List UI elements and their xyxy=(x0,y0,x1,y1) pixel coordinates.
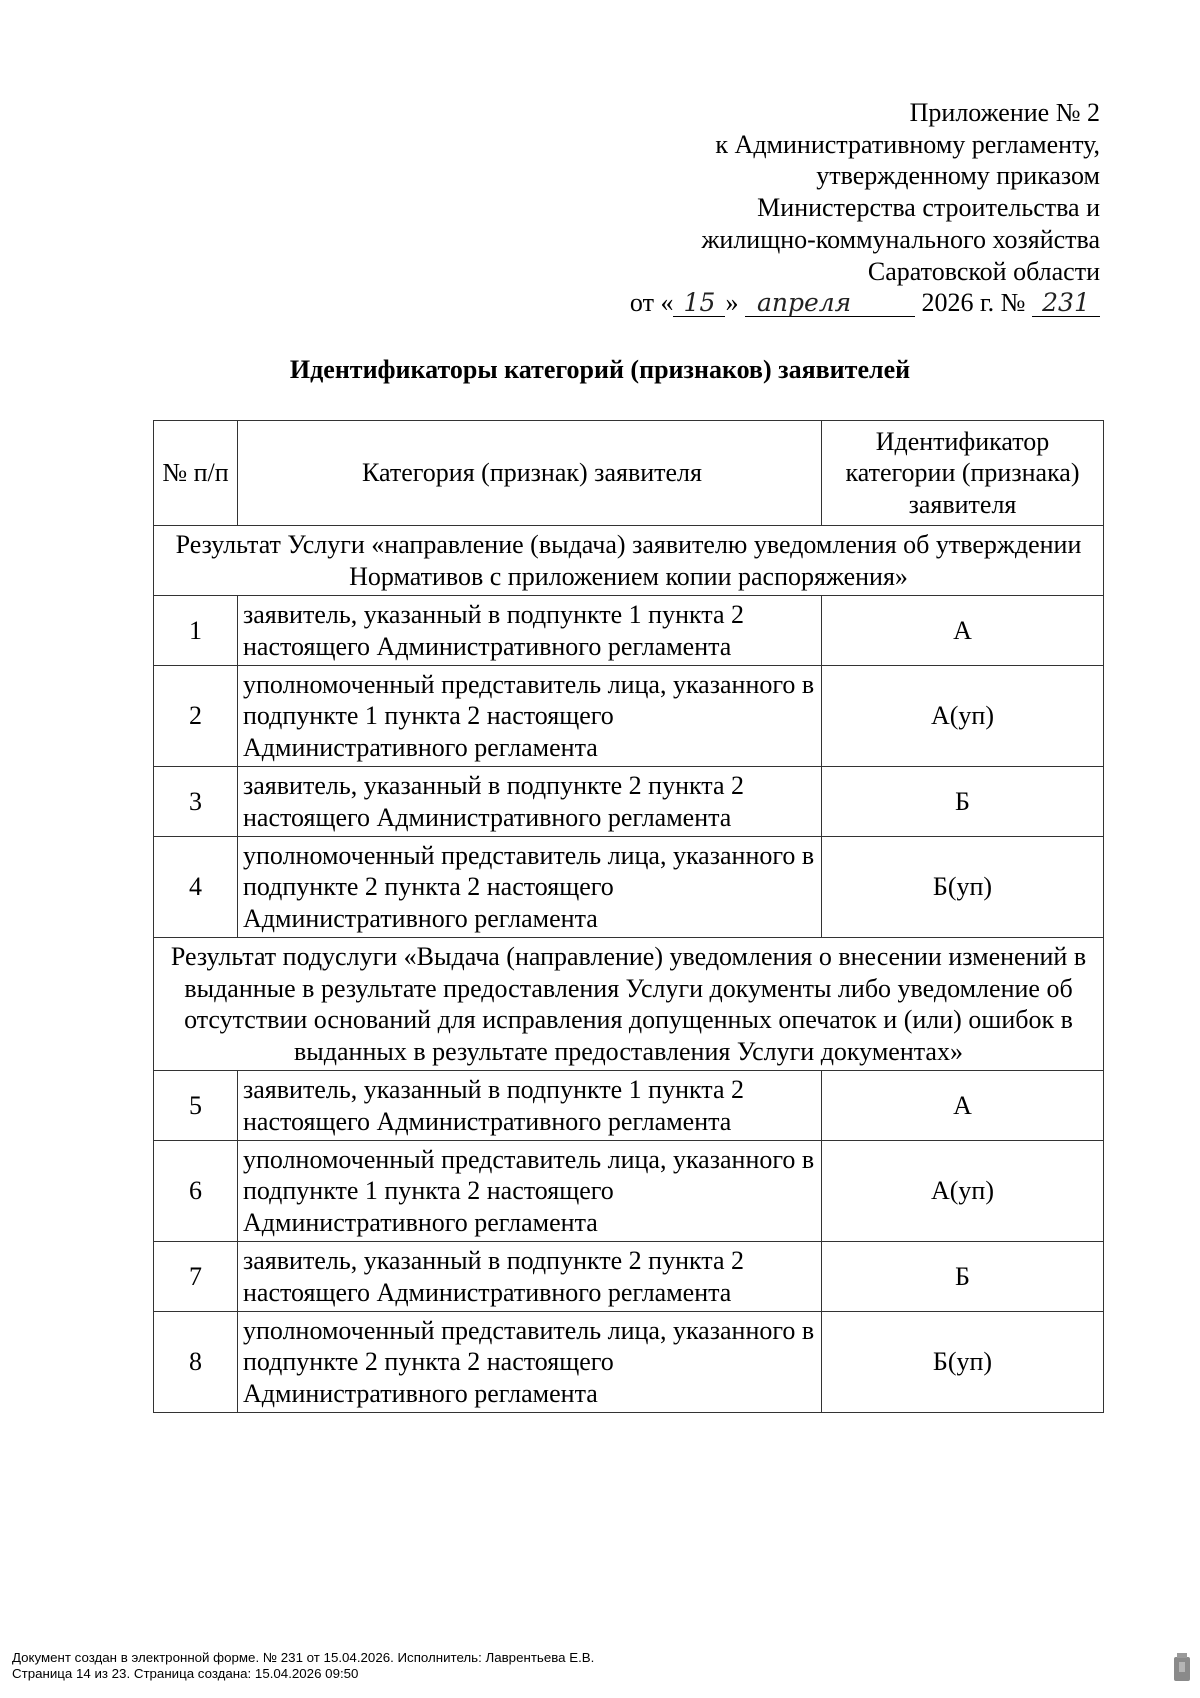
row-identifier: А xyxy=(822,1071,1104,1141)
header-line-appendix: Приложение № 2 xyxy=(909,98,1100,127)
header-line-regulation: к Административному регламенту, xyxy=(715,129,1100,159)
table-row xyxy=(154,1242,1104,1312)
row-num: 3 xyxy=(154,767,238,837)
row-num: 4 xyxy=(154,837,238,938)
row-num: 7 xyxy=(154,1242,238,1312)
row-category: уполномоченный представитель лица, указанного в подпункте 1 пункта 2 настоящего Административного регламента xyxy=(238,1141,822,1242)
coat-of-arms-icon xyxy=(1173,1652,1191,1682)
table-row xyxy=(154,837,1104,938)
row-category: уполномоченный представитель лица, указанного в подпункте 1 пункта 2 настоящего Административного регламента xyxy=(238,666,822,767)
table-row xyxy=(154,1071,1104,1141)
table-row xyxy=(154,1141,1104,1242)
doc-number-handwritten: 231 xyxy=(1032,290,1100,317)
header-identifier: Идентификатор категории (признака) заявителя xyxy=(822,421,1104,526)
row-identifier: Б xyxy=(822,767,1104,837)
footer-line-doc-info: Документ создан в электронной форме. № 231 от 15.04.2026. Исполнитель: Лаврентьева Е.В. xyxy=(12,1650,595,1665)
row-identifier: А xyxy=(822,596,1104,666)
table-header-row xyxy=(154,421,1104,526)
electronic-document-footer xyxy=(12,1650,594,1682)
row-num: 5 xyxy=(154,1071,238,1141)
header-date-line xyxy=(400,287,1100,319)
appendix-header xyxy=(400,97,1100,319)
row-identifier: Б xyxy=(822,1242,1104,1312)
row-num: 6 xyxy=(154,1141,238,1242)
row-category: уполномоченный представитель лица, указанного в подпункте 2 пункта 2 настоящего Административного регламента xyxy=(238,1312,822,1413)
date-prefix: от « xyxy=(629,288,674,318)
date-mid: » xyxy=(725,288,739,318)
row-identifier: А(уп) xyxy=(822,1141,1104,1242)
section-row xyxy=(154,938,1104,1071)
table-row xyxy=(154,666,1104,767)
header-line-housing: жилищно-коммунального хозяйства xyxy=(701,224,1100,254)
row-category: уполномоченный представитель лица, указанного в подпункте 2 пункта 2 настоящего Административного регламента xyxy=(238,837,822,938)
identifiers-table xyxy=(153,420,1104,1413)
header-line-region: Саратовской области xyxy=(867,256,1100,286)
date-year: 2026 г. № xyxy=(921,288,1026,318)
row-category: заявитель, указанный в подпункте 1 пункта 2 настоящего Административного регламента xyxy=(238,1071,822,1141)
date-month-handwritten: апреля xyxy=(745,290,915,317)
row-num: 1 xyxy=(154,596,238,666)
table-row xyxy=(154,767,1104,837)
row-category: заявитель, указанный в подпункте 1 пункта 2 настоящего Административного регламента xyxy=(238,596,822,666)
header-num: № п/п xyxy=(154,421,238,526)
footer-line-page-info: Страница 14 из 23. Страница создана: 15.04.2026 09:50 xyxy=(12,1666,359,1681)
section-row xyxy=(154,526,1104,596)
row-category: заявитель, указанный в подпункте 2 пункта 2 настоящего Административного регламента xyxy=(238,767,822,837)
header-line-ministry: Министерства строительства и xyxy=(757,193,1100,223)
row-identifier: Б(уп) xyxy=(822,837,1104,938)
header-line-approved: утвержденному приказом xyxy=(816,161,1100,191)
header-category: Категория (признак) заявителя xyxy=(238,421,822,526)
section-title-1: Результат Услуги «направление (выдача) заявителю уведомления об утверждении Нормативов с приложением копии распоряжения» xyxy=(154,526,1104,596)
section-title-2: Результат подуслуги «Выдача (направление) уведомления о внесении изменений в выданные в результате предоставления Услуги документы либо уведомление об отсутствии оснований для исправления допущенных опечаток и (или) ошибок в выданных в результате предоставления Услуги документах» xyxy=(154,938,1104,1071)
row-identifier: А(уп) xyxy=(822,666,1104,767)
row-num: 8 xyxy=(154,1312,238,1413)
row-identifier: Б(уп) xyxy=(822,1312,1104,1413)
page-title: Идентификаторы категорий (признаков) заявителей xyxy=(289,355,911,384)
table-row xyxy=(154,596,1104,666)
date-day-handwritten: 15 xyxy=(673,290,725,317)
row-num: 2 xyxy=(154,666,238,767)
row-category: заявитель, указанный в подпункте 2 пункта 2 настоящего Административного регламента xyxy=(238,1242,822,1312)
table-row xyxy=(154,1312,1104,1413)
